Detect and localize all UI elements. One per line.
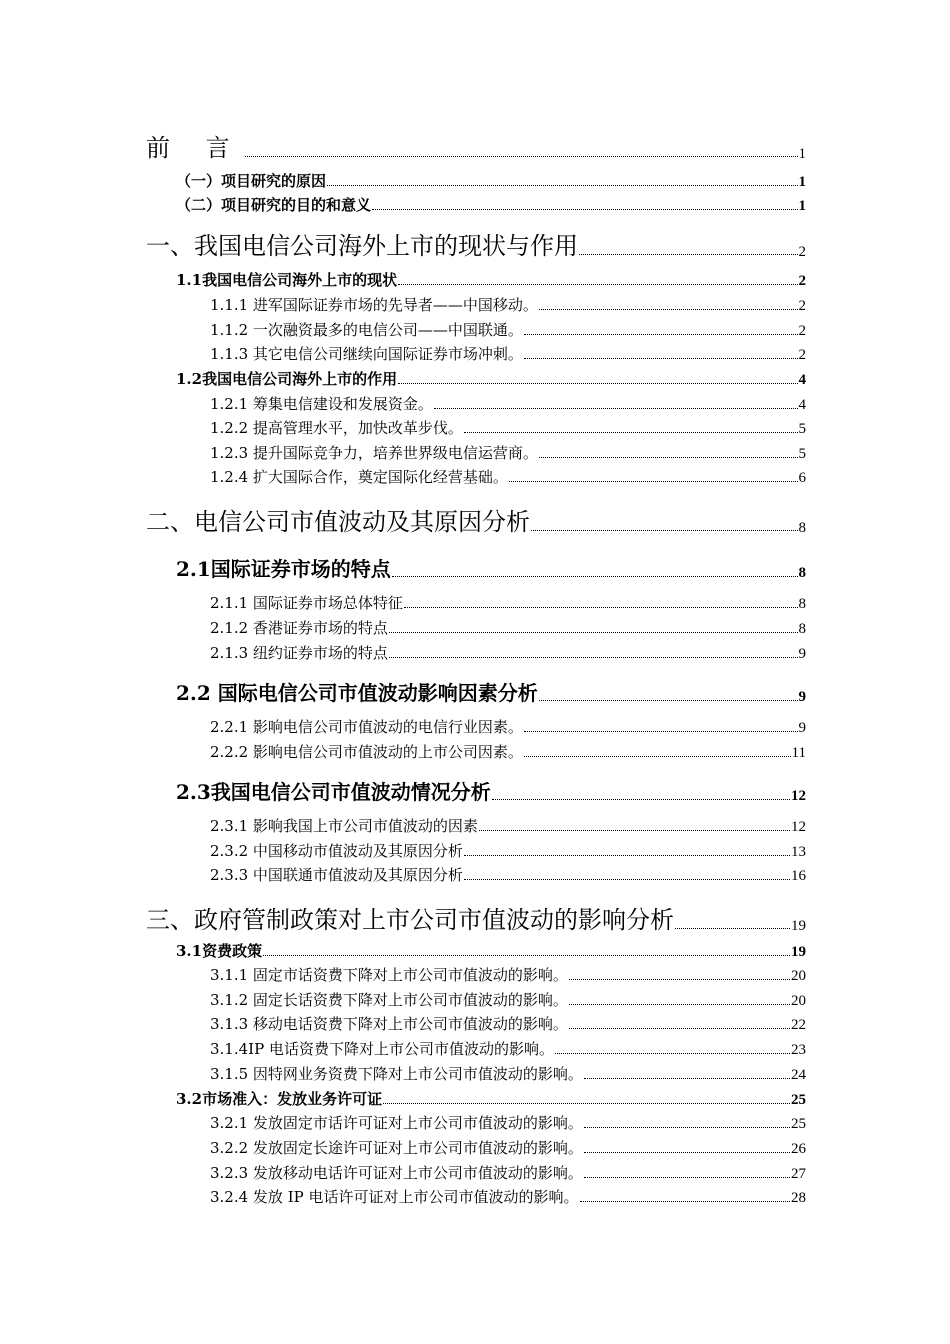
toc-page-number: 8 bbox=[798, 621, 806, 637]
dot-leader bbox=[263, 954, 790, 956]
dot-leader bbox=[579, 253, 798, 255]
toc-entry-title: 3.2.1 发放固定市话许可证对上市公司市值波动的影响。 bbox=[210, 1114, 583, 1132]
dot-leader bbox=[584, 1077, 790, 1079]
toc-entry-title: 2.3.2 中国移动市值波动及其原因分析 bbox=[210, 842, 463, 860]
toc-page-number: 26 bbox=[791, 1141, 806, 1157]
dot-leader bbox=[569, 1027, 790, 1029]
toc-subsection[interactable] bbox=[210, 1038, 806, 1059]
toc-page-number: 5 bbox=[798, 421, 806, 437]
toc-entry-title: 3.1.1 固定市话资费下降对上市公司市值波动的影响。 bbox=[210, 966, 568, 984]
toc-page-number: 20 bbox=[791, 968, 806, 984]
dot-leader bbox=[389, 656, 798, 658]
toc-subsection[interactable] bbox=[210, 716, 806, 737]
toc-subsection[interactable] bbox=[210, 294, 806, 315]
toc-page-number: 9 bbox=[798, 720, 806, 736]
toc-page-number: 9 bbox=[798, 646, 806, 662]
toc-entry-title: 3.1资费政策 bbox=[176, 942, 263, 960]
toc-entry-title: 3.1.4IP 电话资费下降对上市公司市值波动的影响。 bbox=[210, 1040, 554, 1058]
dot-leader bbox=[675, 927, 790, 929]
toc-page-number: 9 bbox=[798, 689, 806, 705]
toc-entry-title: （一）项目研究的原因 bbox=[176, 172, 327, 190]
dot-leader bbox=[524, 357, 798, 359]
toc-entry-title: 三、政府管制政策对上市公司市值波动的影响分析 bbox=[146, 906, 674, 934]
dot-leader bbox=[539, 699, 798, 701]
toc-page-number: 2 bbox=[798, 273, 806, 289]
toc-page-number: 2 bbox=[798, 298, 806, 314]
toc-entry-title: 3.2市场准入：发放业务许可证 bbox=[176, 1090, 383, 1108]
dot-leader bbox=[584, 1126, 790, 1128]
toc-entry-title: （二）项目研究的目的和意义 bbox=[176, 196, 372, 214]
toc-section[interactable] bbox=[176, 677, 806, 706]
toc-subsection[interactable] bbox=[210, 1013, 806, 1034]
dot-leader bbox=[584, 1151, 790, 1153]
toc-page-number: 8 bbox=[798, 520, 806, 536]
dot-leader bbox=[404, 606, 798, 608]
toc-subsection[interactable] bbox=[210, 1137, 806, 1158]
dot-leader bbox=[492, 798, 790, 800]
dot-leader bbox=[531, 529, 798, 531]
toc-entry-title: 1.1.1 进军国际证券市场的先导者——中国移动。 bbox=[210, 296, 538, 314]
toc-entry-title: 1.2.1 筹集电信建设和发展资金。 bbox=[210, 395, 433, 413]
toc-section[interactable] bbox=[176, 776, 806, 805]
toc-entry-title: 3.2.2 发放固定长途许可证对上市公司市值波动的影响。 bbox=[210, 1139, 583, 1157]
toc-page-number: 1 bbox=[798, 146, 806, 162]
toc-entry-title: 2.2.2 影响电信公司市值波动的上市公司因素。 bbox=[210, 743, 523, 761]
toc-entry-preface[interactable] bbox=[146, 128, 806, 163]
dot-leader bbox=[464, 854, 790, 856]
toc-subsection[interactable] bbox=[210, 642, 806, 663]
toc-entry-title: 1.2.3 提升国际竞争力，培养世界级电信运营商。 bbox=[210, 444, 538, 462]
toc-entry-title: 3.2.3 发放移动电话许可证对上市公司市值波动的影响。 bbox=[210, 1164, 583, 1182]
toc-page-number: 4 bbox=[798, 397, 806, 413]
toc-entry-title: 2.2.1 影响电信公司市值波动的电信行业因素。 bbox=[210, 718, 523, 736]
toc-subsection[interactable] bbox=[210, 343, 806, 364]
toc-entry-title: 2.3.3 中国联通市值波动及其原因分析 bbox=[210, 866, 463, 884]
dot-leader bbox=[555, 1052, 790, 1054]
toc-chapter-3[interactable] bbox=[146, 900, 806, 935]
toc-page-number: 12 bbox=[791, 788, 806, 804]
toc-subsection[interactable] bbox=[210, 417, 806, 438]
toc-page-number: 4 bbox=[798, 372, 806, 388]
toc-entry-title: 1.2.4 扩大国际合作，奠定国际化经营基础。 bbox=[210, 468, 508, 486]
toc-entry-title: 2.1.1 国际证券市场总体特征 bbox=[210, 594, 403, 612]
toc-entry[interactable] bbox=[176, 194, 806, 215]
toc-page-number: 25 bbox=[791, 1116, 806, 1132]
toc-section[interactable] bbox=[176, 269, 806, 290]
dot-leader bbox=[389, 631, 798, 633]
toc-entry-title: 1.1.2 一次融资最多的电信公司——中国联通。 bbox=[210, 321, 523, 339]
toc-entry-title: 二、电信公司市值波动及其原因分析 bbox=[146, 508, 530, 536]
toc-page-number: 8 bbox=[798, 565, 806, 581]
toc-chapter-1[interactable] bbox=[146, 226, 806, 261]
dot-leader bbox=[509, 480, 798, 482]
dot-leader bbox=[524, 730, 798, 732]
toc-section[interactable] bbox=[176, 368, 806, 389]
toc-entry-title: 2.2 国际电信公司市值波动影响因素分析 bbox=[176, 681, 538, 705]
toc-subsection[interactable] bbox=[210, 466, 806, 487]
toc-entry-title: 前 言 bbox=[146, 134, 244, 162]
toc-subsection[interactable] bbox=[210, 1162, 806, 1183]
toc-entry-title: 1.1.3 其它电信公司继续向国际证券市场冲刺。 bbox=[210, 345, 523, 363]
dot-leader bbox=[434, 407, 798, 409]
toc-section[interactable] bbox=[176, 1088, 806, 1109]
toc-entry-title: 3.1.5 因特网业务资费下降对上市公司市值波动的影响。 bbox=[210, 1065, 583, 1083]
toc-subsection[interactable] bbox=[210, 1063, 806, 1084]
dot-leader bbox=[392, 575, 798, 577]
dot-leader bbox=[464, 431, 798, 433]
toc-entry-title: 2.3我国电信公司市值波动情况分析 bbox=[176, 780, 491, 804]
toc-page-number: 2 bbox=[798, 323, 806, 339]
dot-leader bbox=[372, 208, 797, 210]
dot-leader bbox=[539, 308, 798, 310]
toc-entry-title: 2.3.1 影响我国上市公司市值波动的因素 bbox=[210, 817, 478, 835]
toc-section[interactable] bbox=[176, 940, 806, 961]
toc-section[interactable] bbox=[176, 553, 806, 582]
toc-entry-title: 1.1我国电信公司海外上市的现状 bbox=[176, 271, 398, 289]
toc-subsection[interactable] bbox=[210, 964, 806, 985]
toc-page-number: 19 bbox=[791, 944, 806, 960]
dot-leader bbox=[524, 333, 798, 335]
toc-page-number: 13 bbox=[791, 844, 806, 860]
toc-page-number: 2 bbox=[798, 347, 806, 363]
dot-leader bbox=[327, 184, 797, 186]
dot-leader bbox=[398, 382, 797, 384]
dot-leader bbox=[464, 878, 790, 880]
toc-entry-title: 1.2我国电信公司海外上市的作用 bbox=[176, 370, 398, 388]
toc-page-number: 8 bbox=[798, 596, 806, 612]
toc-page-number: 20 bbox=[791, 993, 806, 1009]
dot-leader bbox=[383, 1102, 790, 1104]
toc-page-number: 27 bbox=[791, 1166, 806, 1182]
dot-leader bbox=[584, 1176, 790, 1178]
toc-entry[interactable] bbox=[176, 170, 806, 191]
toc-entry-title: 3.1.3 移动电话资费下降对上市公司市值波动的影响。 bbox=[210, 1015, 568, 1033]
toc-entry-title: 1.2.2 提高管理水平，加快改革步伐。 bbox=[210, 419, 463, 437]
toc-subsection[interactable] bbox=[210, 1112, 806, 1133]
toc-subsection[interactable] bbox=[210, 741, 806, 762]
toc-subsection[interactable] bbox=[210, 864, 806, 885]
toc-page-number: 1 bbox=[798, 174, 806, 190]
dot-leader bbox=[245, 155, 798, 157]
dot-leader bbox=[569, 978, 790, 980]
toc-subsection[interactable] bbox=[210, 592, 806, 613]
toc-page-number: 5 bbox=[798, 446, 806, 462]
toc-page-number: 23 bbox=[791, 1042, 806, 1058]
toc-page-number: 28 bbox=[791, 1190, 806, 1206]
toc-subsection[interactable] bbox=[210, 442, 806, 463]
toc-entry-title: 3.1.2 固定长话资费下降对上市公司市值波动的影响。 bbox=[210, 991, 568, 1009]
toc-subsection[interactable] bbox=[210, 617, 806, 638]
toc-page-number: 16 bbox=[791, 868, 806, 884]
toc-page-number: 1 bbox=[798, 198, 806, 214]
toc-entry-title: 2.1.2 香港证券市场的特点 bbox=[210, 619, 388, 637]
toc-entry-title: 2.1.3 纽约证券市场的特点 bbox=[210, 644, 388, 662]
toc-page-number: 12 bbox=[791, 819, 806, 835]
toc-page-number: 25 bbox=[791, 1092, 806, 1108]
toc-page-number: 2 bbox=[798, 244, 806, 260]
toc-page-number: 24 bbox=[791, 1067, 806, 1083]
dot-leader bbox=[398, 283, 797, 285]
dot-leader bbox=[580, 1200, 791, 1202]
toc-subsection[interactable] bbox=[210, 815, 806, 836]
toc-subsection[interactable] bbox=[210, 840, 806, 861]
dot-leader bbox=[539, 456, 798, 458]
dot-leader bbox=[524, 755, 791, 757]
toc-entry-title: 一、我国电信公司海外上市的现状与作用 bbox=[146, 232, 578, 260]
toc-subsection[interactable] bbox=[210, 393, 806, 414]
toc-page-number: 19 bbox=[791, 918, 806, 934]
toc-entry-title: 3.2.4 发放 IP 电话许可证对上市公司市值波动的影响。 bbox=[210, 1188, 579, 1206]
dot-leader bbox=[569, 1003, 790, 1005]
toc-page-number: 6 bbox=[798, 470, 806, 486]
toc-page-number: 22 bbox=[791, 1017, 806, 1033]
toc-page-number: 11 bbox=[791, 745, 806, 761]
toc-subsection[interactable] bbox=[210, 989, 806, 1010]
toc-chapter-2[interactable] bbox=[146, 502, 806, 537]
toc-subsection[interactable] bbox=[210, 319, 806, 340]
toc-subsection[interactable] bbox=[210, 1186, 806, 1207]
dot-leader bbox=[479, 829, 790, 831]
toc-entry-title: 2.1国际证券市场的特点 bbox=[176, 557, 391, 581]
